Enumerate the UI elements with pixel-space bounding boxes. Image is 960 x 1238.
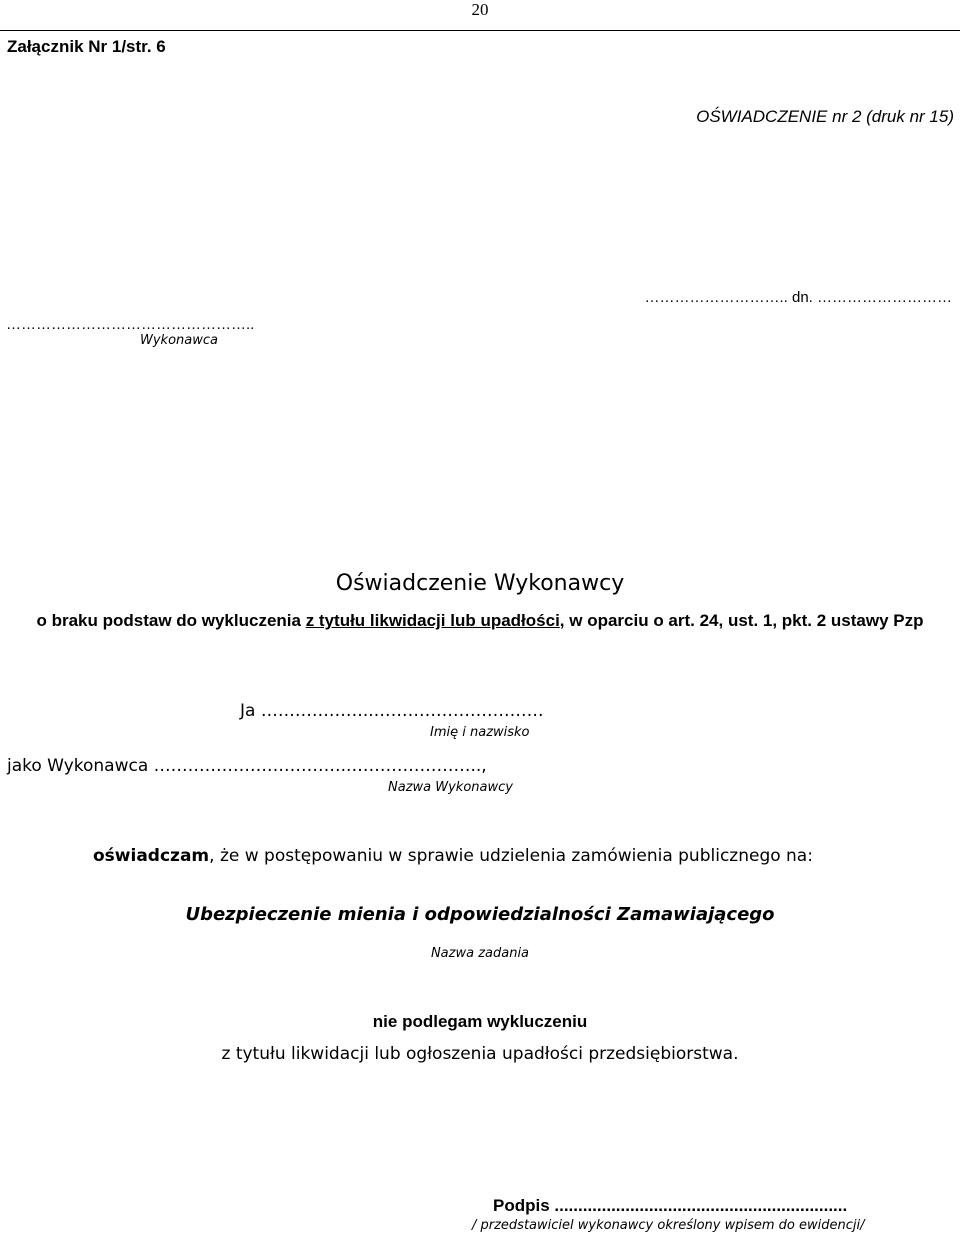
page-number: 20 xyxy=(471,0,489,19)
exclusion-reason: z tytułu likwidacji lub ogłoszenia upadłości przedsiębiorstwa. xyxy=(221,1044,739,1064)
page-title: Oświadczenie Wykonawcy xyxy=(335,571,625,596)
signature-caption: / przedstawiciel wykonawcy określony wpisem do ewidencji/ xyxy=(472,1218,865,1233)
header-divider xyxy=(0,30,960,31)
place-date-field: ……………………….. dn. ……………………… xyxy=(644,289,952,306)
attachment-label: Załącznik Nr 1/str. 6 xyxy=(7,37,166,56)
name-caption: Imię i nazwisko xyxy=(430,725,530,740)
subheading-part1: o braku podstaw do wykluczenia xyxy=(36,611,306,630)
not-excluded-statement: nie podlegam wykluczeniu xyxy=(372,1012,588,1031)
statement-rest: , że w postępowaniu w sprawie udzielenia zamówienia publicznego na: xyxy=(209,846,813,866)
task-name: Ubezpieczenie mienia i odpowiedzialności Zamawiającego xyxy=(185,904,775,925)
subheading-part2: , w oparciu o art. 24, ust. 1, pkt. 2 ustawy Pzp xyxy=(559,611,924,630)
declaration-title: OŚWIADCZENIE nr 2 (druk nr 15) xyxy=(696,107,954,126)
name-field: Ja ………………..………………………… xyxy=(240,701,544,721)
statement xyxy=(93,846,813,866)
company-caption: Nazwa Wykonawcy xyxy=(388,780,513,795)
subheading-underlined: z tytułu likwidacji lub upadłości xyxy=(305,611,560,630)
subheading xyxy=(20,608,940,633)
contractor-field: ………………………………………….. xyxy=(6,316,255,333)
signature-label: Podpis .............................................................. xyxy=(493,1196,848,1215)
company-field: jako Wykonawca ……………………………..………………….., xyxy=(7,756,487,776)
statement-bold: oświadczam xyxy=(93,846,210,866)
contractor-caption: Wykonawca xyxy=(140,333,218,348)
task-caption: Nazwa zadania xyxy=(430,946,530,961)
